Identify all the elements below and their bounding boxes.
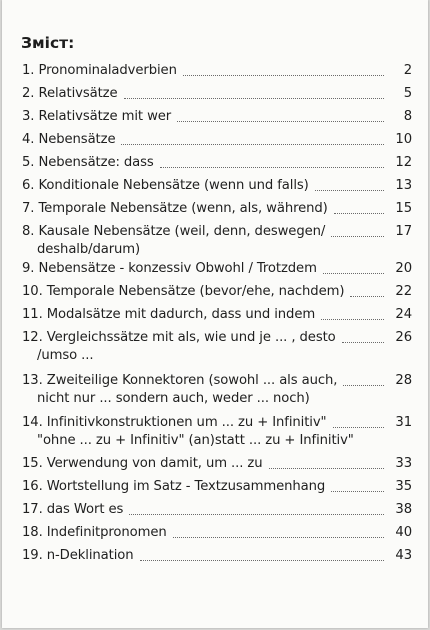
toc-entry-title: 1. Pronominaladverbien [22, 63, 177, 78]
dot-leader [334, 213, 384, 214]
toc-entry-title: 14. Infinitivkonstruktionen um ... zu + Infinitiv" [22, 415, 327, 430]
toc-entry-continuation: /umso ... [37, 348, 94, 363]
dot-leader [173, 537, 384, 538]
toc-page-number: 43 [395, 548, 412, 563]
toc-page-number: 33 [395, 456, 412, 471]
toc-entry-title: 8. Kausale Nebensätze (weil, denn, deswegen/ [22, 224, 326, 239]
toc-page-number: 24 [395, 307, 412, 322]
toc-entry [22, 200, 412, 218]
toc-entry-title: 13. Zweiteilige Konnektoren (sowohl ... als auch, [22, 373, 338, 388]
dot-leader [269, 468, 385, 469]
toc-entry [22, 177, 412, 195]
toc-entry-title: 2. Relativsätze [22, 86, 118, 101]
toc-entry [22, 260, 412, 278]
toc-entry [22, 62, 412, 80]
dot-leader [183, 75, 384, 76]
toc-entry [22, 455, 412, 473]
toc-entry-title: 15. Verwendung von damit, um ... zu [22, 456, 263, 471]
toc-entry [22, 524, 412, 542]
dot-leader [177, 121, 384, 122]
toc-entry-title: 6. Konditionale Nebensätze (wenn und falls) [22, 178, 309, 193]
toc-entry [22, 108, 412, 126]
toc-page-number: 2 [403, 63, 412, 78]
dot-leader [124, 98, 385, 99]
toc-page-number: 17 [395, 224, 412, 239]
toc-entry [22, 414, 412, 450]
dot-leader [331, 236, 384, 237]
toc-entry-title: 12. Vergleichssätze mit als, wie und je ... , desto [22, 330, 336, 345]
toc-page-number: 31 [395, 415, 412, 430]
toc-entry-continuation: deshalb/darum) [37, 242, 141, 257]
toc-title: Зміст: [21, 34, 75, 52]
toc-page-number: 12 [395, 155, 412, 170]
toc-entry-title: 18. Indefinitpronomen [22, 525, 167, 540]
toc-page-number: 15 [395, 201, 412, 216]
toc-entry [22, 85, 412, 103]
dot-leader [140, 560, 384, 561]
toc-entry [22, 283, 412, 301]
toc-entry-title: 3. Relativsätze mit wer [22, 109, 172, 124]
dot-leader [121, 144, 384, 145]
toc-entry [22, 501, 412, 519]
dot-leader [321, 319, 384, 320]
dot-leader [333, 427, 384, 428]
toc-page-number: 20 [395, 261, 412, 276]
toc-entry [22, 223, 412, 259]
toc-page-number: 26 [395, 330, 412, 345]
toc-page-number: 13 [395, 178, 412, 193]
toc-page-number: 40 [395, 525, 412, 540]
toc-page-number: 5 [403, 86, 412, 101]
toc-entry [22, 329, 412, 365]
toc-entry-title: 11. Modalsätze mit dadurch, dass und indem [22, 307, 316, 322]
dot-leader [350, 296, 384, 297]
toc-page-number: 35 [395, 479, 412, 494]
toc-entry-continuation: nicht nur ... sondern auch, weder ... noch) [37, 391, 310, 406]
toc-page-number: 10 [395, 132, 412, 147]
toc-entry-title: 5. Nebensätze: dass [22, 155, 154, 170]
toc-entry-title: 19. n-Deklination [22, 548, 134, 563]
toc-entry [22, 131, 412, 149]
toc-page-number: 28 [395, 373, 412, 388]
toc-entry [22, 306, 412, 324]
toc-entry-title: 4. Nebensätze [22, 132, 116, 147]
dot-leader [160, 167, 384, 168]
toc-entry-title: 9. Nebensätze - konzessiv Obwohl / Trotzdem [22, 261, 317, 276]
toc-entry-title: 17. das Wort es [22, 502, 124, 517]
toc-entry-title: 10. Temporale Nebensätze (bevor/ehe, nachdem) [22, 284, 345, 299]
dot-leader [342, 342, 384, 343]
toc-page-number: 38 [395, 502, 412, 517]
dot-leader [129, 514, 384, 515]
toc-entry-title: 7. Temporale Nebensätze (wenn, als, während) [22, 201, 328, 216]
toc-entry [22, 154, 412, 172]
toc-page-number: 22 [395, 284, 412, 299]
document-page [2, 0, 428, 628]
dot-leader [323, 273, 384, 274]
toc-entry [22, 478, 412, 496]
dot-leader [331, 491, 384, 492]
toc-entry [22, 372, 412, 408]
dot-leader [343, 385, 384, 386]
toc-entry-title: 16. Wortstellung im Satz - Textzusammenhang [22, 479, 326, 494]
toc-entry [22, 547, 412, 565]
toc-page-number: 8 [403, 109, 412, 124]
toc-entry-continuation: "ohne ... zu + Infinitiv" (an)statt ... zu + Infinitiv" [37, 433, 354, 448]
dot-leader [315, 190, 384, 191]
